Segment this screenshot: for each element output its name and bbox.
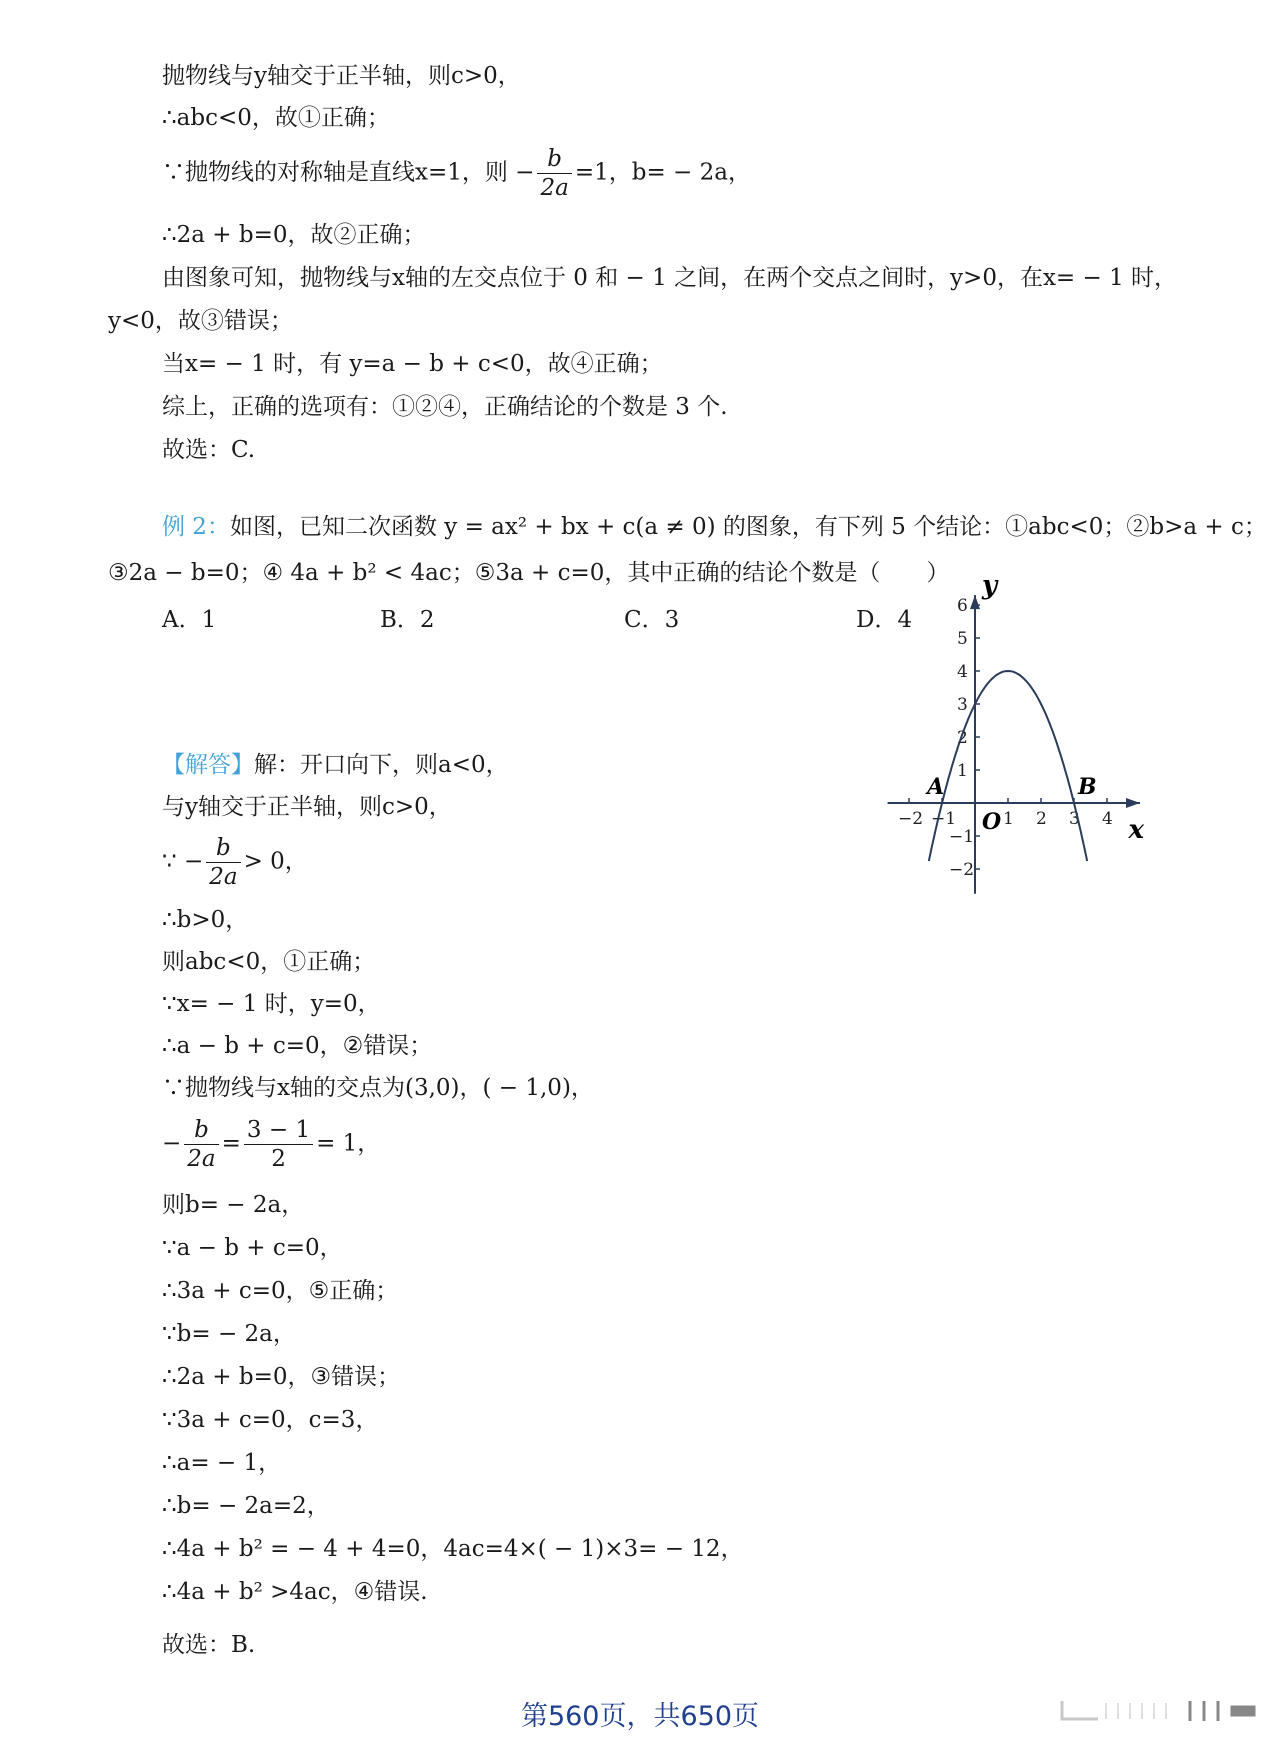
x-tick-label: 2 (1036, 809, 1047, 829)
fraction-b-over-2a (184, 1116, 218, 1173)
axes (888, 595, 1140, 894)
option-c: C．3 (624, 607, 680, 633)
sol2-line-2: 与y轴交于正半轴，则c>0， (162, 794, 452, 820)
sol1-line-3-pre: ∵抛物线的对称轴是直线x=1，则 − (162, 159, 535, 186)
denominator: 2a (206, 862, 240, 891)
sol2-line-6: ∵x= − 1 时，y=0， (162, 991, 381, 1017)
sol2-line-14: ∴2a + b=0，③错误； (162, 1364, 401, 1390)
sol2-line-13: ∵b= − 2a， (162, 1321, 296, 1347)
point-a-label: A (927, 774, 945, 800)
sol2-line-1 (162, 750, 509, 780)
sol2-line-4: ∴b>0， (162, 907, 249, 933)
sol2-line-10: 则b= − 2a， (162, 1192, 305, 1218)
example2-question-line-2: ③2a − b=0；④ 4a + b² < 4ac；⑤3a + c=0，其中正确的结论个数是（ ） (108, 560, 950, 586)
equals-sign: = (221, 1130, 241, 1157)
x-tick-label: 4 (1102, 809, 1113, 829)
example-label: 例 2： (162, 514, 230, 540)
sol1-line-6: y<0，故③错误； (108, 308, 293, 334)
sol2-line-9-post: = 1， (316, 1130, 381, 1157)
sol2-line-18: ∴4a + b² = − 4 + 4=0，4ac=4×( − 1)×3= − 12， (162, 1536, 744, 1562)
page-number: 第560页，共650页 (520, 1701, 760, 1732)
example2-question-line-1 (162, 512, 1267, 542)
scanner-mark-icon (1058, 1697, 1258, 1727)
sol2-line-7: ∴a − b + c=0，②错误； (162, 1033, 433, 1059)
sol2-line-3 (162, 834, 308, 891)
denominator: 2a (184, 1144, 218, 1173)
point-b-label: B (1078, 774, 1097, 800)
sol2-line-11: ∵a − b + c=0， (162, 1235, 343, 1261)
y-tick-label: −2 (949, 860, 975, 880)
x-tick-label: 3 (1069, 809, 1080, 829)
sol2-line-17: ∴b= − 2a=2， (162, 1493, 330, 1519)
answer-tag: 【解答】 (162, 752, 254, 778)
sol2-line-12: ∴3a + c=0，⑤正确； (162, 1278, 399, 1304)
fraction-b-over-2a (206, 834, 240, 891)
numerator: b (547, 146, 563, 172)
sol2-line-9-pre: − (162, 1130, 182, 1157)
ticks (898, 596, 1113, 880)
sol1-line-9: 故选：C. (162, 437, 256, 463)
sol1-line-2: ∴abc<0，故①正确； (162, 105, 390, 131)
sol2-line-9 (162, 1116, 380, 1173)
fraction-3-minus-1-over-2 (244, 1116, 313, 1173)
y-axis-arrow (970, 595, 980, 609)
x-tick-label: 1 (1003, 809, 1014, 829)
sol1-line-8: 综上，正确的选项有：①②④，正确结论的个数是 3 个. (162, 394, 728, 420)
sol2-line-15: ∵3a + c=0，c=3， (162, 1407, 379, 1433)
y-tick-label: 5 (957, 629, 968, 649)
sol1-line-4: ∴2a + b=0，故②正确； (162, 222, 426, 248)
sol2-line-3-pre: ∵ − (162, 848, 204, 875)
y-tick-label: 3 (957, 695, 968, 715)
numerator: b (194, 1117, 209, 1143)
x-tick-label: −2 (898, 809, 924, 829)
origin-label: O (982, 809, 1002, 835)
example2-question-text-1: 如图，已知二次函数 y = ax² + bx + c(a ≠ 0) 的图象，有下列 5 个结论：①abc<0；②b>a + c； (229, 514, 1267, 540)
y-tick-label: 1 (957, 761, 968, 781)
sol1-line-5: 由图象可知，抛物线与x轴的左交点位于 0 和 − 1 之间，在两个交点之间时，y>0，在x= − 1 时， (162, 265, 1178, 291)
y-tick-label: 2 (957, 728, 968, 748)
option-d: D．4 (856, 607, 913, 633)
x-tick-label: −1 (931, 809, 957, 829)
option-b: B．2 (380, 607, 435, 633)
y-tick-label: 6 (957, 596, 968, 616)
sol2-line-20: 故选：B. (162, 1632, 256, 1658)
option-a: A．1 (162, 607, 217, 633)
sol1-line-7: 当x= − 1 时，有 y=a − b + c<0，故④正确； (162, 351, 663, 377)
denominator: 2 (244, 1144, 313, 1173)
sol2-line-16: ∴a= − 1， (162, 1450, 282, 1476)
sol2-line-19: ∴4a + b² >4ac，④错误. (162, 1579, 428, 1605)
x-axis-label: x (1128, 815, 1144, 845)
sol2-line-5: 则abc<0，①正确； (162, 949, 376, 975)
denominator: 2a (537, 173, 571, 202)
sol2-line-8: ∵抛物线与x轴的交点为(3,0)，( − 1,0)， (162, 1075, 594, 1101)
fraction-b-over-2a (537, 145, 571, 202)
sol1-line-1: 抛物线与y轴交于正半轴，则c>0， (162, 63, 521, 89)
sol2-line-1-text: 解：开口向下，则a<0， (254, 752, 509, 778)
numerator: 3 − 1 (246, 1117, 311, 1143)
y-tick-label: 4 (957, 662, 968, 682)
sol1-line-3-post: =1，b= − 2a， (574, 159, 751, 186)
sol1-line-3 (162, 145, 751, 202)
numerator: b (216, 835, 231, 861)
y-tick-label: −1 (949, 827, 975, 847)
x-axis-arrow (1126, 798, 1140, 808)
y-axis-label: y (982, 570, 998, 601)
sol2-line-3-post: > 0， (243, 848, 308, 875)
